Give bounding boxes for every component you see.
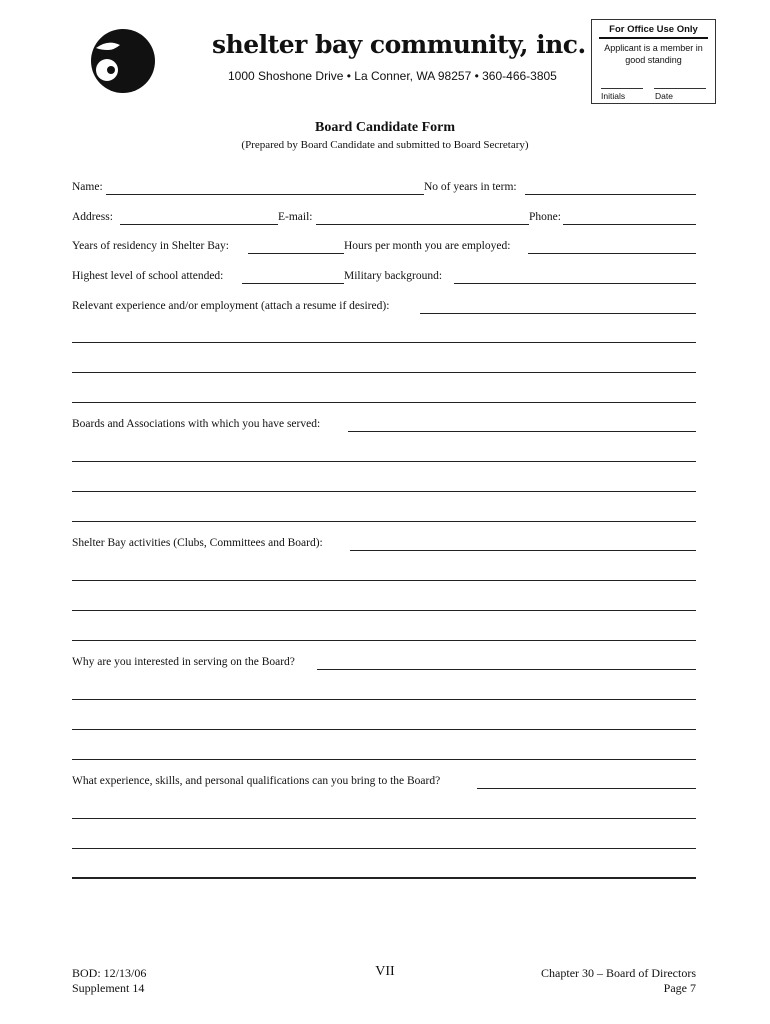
organization-address: 1000 Shoshone Drive • La Conner, WA 98257 • 360-466-3805 bbox=[228, 69, 557, 83]
address-label: Address: bbox=[72, 211, 113, 223]
boards-label: Boards and Associations with which you have served: bbox=[72, 418, 321, 430]
boards-line[interactable] bbox=[72, 491, 696, 492]
office-use-text: Applicant is a member in good standing bbox=[604, 43, 703, 65]
organization-logo bbox=[90, 28, 156, 94]
experience-line[interactable] bbox=[72, 402, 696, 403]
date-line[interactable] bbox=[654, 88, 706, 89]
school-field[interactable] bbox=[242, 283, 344, 284]
experience-line[interactable] bbox=[72, 372, 696, 373]
hours-label: Hours per month you are employed: bbox=[344, 240, 511, 252]
form-title: Board Candidate Form bbox=[315, 120, 455, 135]
activities-field[interactable] bbox=[350, 550, 696, 551]
name-label: Name: bbox=[72, 181, 103, 193]
qualifications-field[interactable] bbox=[477, 788, 696, 789]
initials-label: Initials bbox=[601, 91, 626, 101]
school-label: Highest level of school attended: bbox=[72, 270, 224, 282]
experience-field[interactable] bbox=[420, 313, 696, 314]
office-use-box bbox=[591, 19, 716, 104]
boards-line[interactable] bbox=[72, 461, 696, 462]
residency-field[interactable] bbox=[248, 253, 344, 254]
experience-row bbox=[72, 300, 696, 316]
qualifications-label: What experience, skills, and personal qualifications can you bring to the Board? bbox=[72, 775, 441, 787]
name-field[interactable] bbox=[106, 194, 424, 195]
military-label: Military background: bbox=[344, 270, 443, 282]
years-in-term-field[interactable] bbox=[525, 194, 696, 195]
hours-field[interactable] bbox=[528, 253, 696, 254]
experience-label: Relevant experience and/or employment (attach a resume if desired): bbox=[72, 300, 390, 312]
form-subtitle: (Prepared by Board Candidate and submitted to Board Secretary) bbox=[241, 139, 529, 151]
residency-row bbox=[72, 240, 696, 256]
interest-line[interactable] bbox=[72, 699, 696, 700]
qualifications-line[interactable] bbox=[72, 848, 696, 849]
organization-name: shelter bay community, inc. bbox=[212, 30, 586, 59]
experience-line[interactable] bbox=[72, 342, 696, 343]
years-in-term-label: No of years in term: bbox=[424, 181, 517, 193]
section-number: VII bbox=[375, 964, 395, 979]
military-field[interactable] bbox=[454, 283, 696, 284]
qualifications-line[interactable] bbox=[72, 877, 696, 879]
chapter: Chapter 30 – Board of Directors bbox=[541, 966, 696, 980]
email-field[interactable] bbox=[316, 224, 529, 225]
supplement: Supplement 14 bbox=[72, 981, 145, 995]
interest-field[interactable] bbox=[317, 669, 696, 670]
activities-row bbox=[72, 537, 696, 553]
phone-label: Phone: bbox=[529, 211, 561, 223]
office-use-title: For Office Use Only bbox=[599, 24, 708, 39]
name-row bbox=[72, 181, 696, 197]
interest-row bbox=[72, 656, 696, 672]
school-row bbox=[72, 270, 696, 286]
contact-row bbox=[72, 211, 696, 227]
boards-row bbox=[72, 418, 696, 434]
interest-label: Why are you interested in serving on the Board? bbox=[72, 656, 295, 668]
interest-line[interactable] bbox=[72, 729, 696, 730]
date-label: Date bbox=[655, 91, 673, 101]
qualifications-line[interactable] bbox=[72, 818, 696, 819]
interest-line[interactable] bbox=[72, 759, 696, 760]
email-label: E-mail: bbox=[278, 211, 313, 223]
boards-field[interactable] bbox=[348, 431, 696, 432]
page-number: Page 7 bbox=[663, 981, 696, 995]
address-field[interactable] bbox=[120, 224, 278, 225]
activities-line[interactable] bbox=[72, 640, 696, 641]
activities-line[interactable] bbox=[72, 610, 696, 611]
boards-line[interactable] bbox=[72, 521, 696, 522]
bod-date: BOD: 12/13/06 bbox=[72, 966, 147, 980]
initials-line[interactable] bbox=[601, 88, 643, 89]
residency-label: Years of residency in Shelter Bay: bbox=[72, 240, 229, 252]
activities-label: Shelter Bay activities (Clubs, Committees and Board): bbox=[72, 537, 323, 549]
qualifications-row bbox=[72, 775, 696, 791]
footer-right bbox=[541, 966, 696, 996]
activities-line[interactable] bbox=[72, 580, 696, 581]
phone-field[interactable] bbox=[563, 224, 696, 225]
